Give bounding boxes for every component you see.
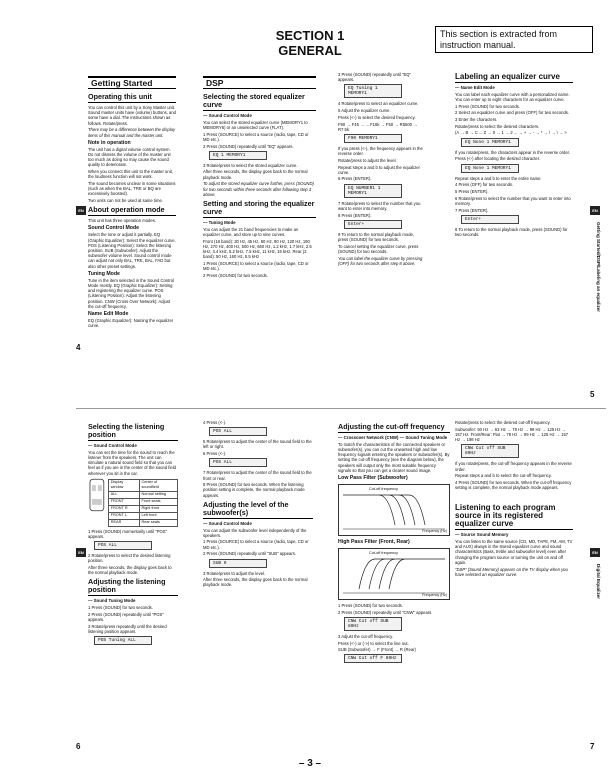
- lang-tab: EN: [76, 206, 86, 215]
- text-sound-control: Select the tone or adjust it partially. EQ (Graphic Equalizer): Select the equalizer curve. POS (Listening Position): Select the listening position. SUB (Subwoofer): Adjust the subwoofer volume level. Sound control mode can adjust not only BAL, TRE, BAL, FAD but also other preset settings.: [88, 232, 176, 269]
- display-window: Enter+: [461, 215, 519, 224]
- text-subwoofer: You can adjust the subwoofer level independently of the speakers.: [203, 527, 307, 538]
- step: 2 Press (SOUND) repeatedly until "CNW" appears.: [338, 609, 433, 615]
- note-operating: There may be a difference between the display items of this manual and the master unit.: [88, 127, 176, 138]
- step: 3 Adjust the cut-off frequency.: [338, 633, 394, 639]
- text-operating: You can control this unit by a Sony Master unit. Sound master units have (volume) buttons, and some have a dial. The instructions shown as follows. Rotate/press.: [88, 105, 176, 126]
- step: 8 Press (ENTER).: [338, 212, 372, 218]
- text-reverse: If you press (<-), the frequency appears in the reverse order.: [338, 145, 423, 157]
- step: 2 Press (SOUND) repeatedly until "POS" appears.: [88, 611, 164, 622]
- lang-tab: EN: [590, 206, 600, 215]
- step: 5 Press (ENTER).: [455, 188, 489, 194]
- char-sequence: (A → B → C ... Z → 0 → 1 → 2 ... → + → - → * → / → \ → >: [455, 130, 567, 136]
- step: 3 Enter the characters.: [455, 117, 498, 123]
- panel-listening-position: [88, 420, 178, 648]
- text-cancel: To cancel setting the equalizer curve, press (SOUND) for two seconds.: [338, 243, 419, 254]
- step: 1 Press (SOUND) for two seconds.: [338, 602, 403, 608]
- page-number-7: 7: [590, 742, 595, 751]
- table-row: FRONT L Left front: [108, 512, 177, 519]
- text-cutoff: To match the characteristics of the connected speakers or subwoofer(s), you can cut the unwanted high and low frequency signals entering the speakers or subwoofer(s). By setting the cut-off frequency (see the diagram below), the speakers will output only the most suitable frequency signals so that you can get a clearer sound image.: [338, 441, 450, 473]
- step: 6 Rotate/press to select the number that you want to enter into memory.: [455, 195, 571, 206]
- text-select-curve: You can select the stored equalizer curve (MEMORY1 to MEMORY6) or an unselected curve (FLAT).: [203, 119, 308, 130]
- display-window: POS ALL: [209, 458, 267, 467]
- section-number: SECTION 1: [275, 28, 345, 43]
- table-row: FRONT Front seats: [108, 498, 177, 505]
- step: 1 Press (SOURCE) to select a source (radio, tape, CD or MD etc.).: [203, 260, 309, 272]
- table-row: FRONT R Right front: [108, 505, 177, 512]
- step: 5 Adjust the equalizer curve.: [338, 108, 391, 114]
- step: 1 Press (SOUND) for two seconds.: [455, 103, 520, 109]
- line-out-sequence: SUB (Subwoofer) → F (Front) → R (Rear): [338, 647, 416, 653]
- heading-cutoff: Adjusting the cut-off frequency: [338, 423, 450, 433]
- step: 3 Rotate/press to adjust the level.: [203, 570, 266, 576]
- step: 2 Press (SOUND) repeatedly until "SUB" appears.: [203, 551, 297, 557]
- panel-source-memory: [455, 420, 573, 578]
- step: 7 Rotate/press to select the number that you want to enter into memory.: [338, 200, 421, 211]
- table-header: Display window: [108, 480, 139, 491]
- table-header: Center of soundfield: [139, 480, 177, 491]
- graph-title-lpf: Low Pass Filter (Subwoofer): [338, 474, 408, 481]
- panel-cutoff: [338, 420, 450, 666]
- extract-note: This section is extracted from instruction manual.: [435, 26, 593, 53]
- lpf-graph: [338, 484, 450, 536]
- panel-dsp: [203, 76, 316, 279]
- text-source-memory: You can listen to the same source (CD, MD, TAPE, FM, AM, TV and AUX) always in the stored equalizer curve and sound characteristics (Bass, treble and subwoofer level) even after changing the program source or turning the unit on and off again.: [455, 539, 573, 565]
- text-about-modes: This unit has three operation modes.: [88, 218, 156, 224]
- step: 1 Press (SOUND) momentarily until "POS" appears.: [88, 528, 168, 539]
- step: 6 Press (<-).: [203, 451, 227, 457]
- step: 7 Press (ENTER).: [455, 207, 489, 213]
- step: 1 Press (SOUND) for two seconds.: [88, 605, 153, 611]
- freq-sequence: F90 → F45 → ... F16k → F50 → R5500 → R7.5k: [338, 121, 418, 132]
- step: 8 Press (SOUND) for two seconds. When the listening position setting is complete, the normal playback mode appears.: [203, 482, 305, 498]
- sub-select-curve: — Sound Control Mode: [203, 113, 252, 118]
- display-window: EQ None 1 MEMORY1: [461, 138, 519, 147]
- step: 3 Press (SOUND) repeatedly until "EQ" appears.: [338, 72, 412, 83]
- step: 4 Press (SOUND) for two seconds. When the cut-off frequency setting is complete, the normal playback mode appears.: [455, 479, 572, 491]
- text-after: After three seconds, the display goes back to the normal playback mode.: [88, 564, 172, 576]
- step: 4 Press (<-).: [203, 420, 227, 425]
- heading-notes: Note in operation: [88, 139, 131, 146]
- sub-source-memory: — Source Sound Memory: [455, 532, 509, 538]
- panel-setting-steps: [338, 72, 423, 267]
- step: 2 Rotate/press to select the desired listening position.: [88, 553, 171, 564]
- lang-tab: EN: [590, 548, 600, 557]
- text-reverse: If you rotate/press, the characters appear in the reverse order.: [455, 149, 570, 155]
- display-window: CNW Cut off F 80Hz: [344, 654, 402, 663]
- heading-select-curve: Selecting the stored equalizer curve: [203, 93, 316, 111]
- side-label: Getting Started/DSP/Labeling an equalizer: [596, 222, 601, 313]
- page-number-4: 4: [76, 343, 81, 352]
- text-name-edit: EQ (Graphic Equalizer): Naming the equalizer curve.: [88, 318, 174, 329]
- sub-setting-curve: — Tuning Mode: [203, 219, 236, 225]
- hpf-graph: [338, 548, 450, 600]
- tip: You can label the equalizer curve by pressing (OFF) for two seconds after step 8 above.: [338, 255, 423, 266]
- note-item: The sound becomes unclear in some situations (such as when the BAL, TRE or BQ are excessively boosted).: [88, 180, 176, 197]
- display-window: CNW Cut off SUB 80Hz: [461, 444, 519, 458]
- side-label: Digital Equalizer: [596, 564, 601, 600]
- table-row: REAR Rear seats: [108, 519, 177, 526]
- freq-list: Subwoofer: 50 Hz → 63 Hz → 78 Hz → 99 Hz → 125 Hz → 157 Hz. Front/Rear: Flat → 78 Hz → 99 Hz → 125 Hz → 157 Hz → 198 Hz: [455, 426, 569, 443]
- heading-operating: Operating this unit: [88, 93, 176, 103]
- substep: Rotate/press to adjust the level.: [338, 157, 397, 163]
- display-window: POS Tuning ALL: [94, 636, 152, 645]
- heading-source-memory: Listening to each program source in its registered equalizer curve: [455, 504, 573, 530]
- display-window: EQ NUMBER1 1 MEMORY1: [344, 184, 402, 198]
- page-number-5: 5: [590, 390, 595, 399]
- substep: Repeat steps a and b to adjust the equalizer curve.: [338, 164, 420, 175]
- note-item: The unit has a digital volume control system. Do not dismiss the volume of the master unit too much as doing so may cause the sound quality to deteriorate.: [88, 146, 171, 168]
- heading-name-edit: Name Edit Mode: [88, 311, 129, 318]
- step: 1 Press (SOURCE) to select a source (radio, tape, CD or MD etc.).: [203, 131, 309, 142]
- step: 6 Press (ENTER).: [338, 176, 372, 182]
- heading-tuning-mode: Tuning Mode: [88, 270, 120, 277]
- lang-tab: EN: [76, 548, 86, 557]
- heading-about-modes: About operation mode: [88, 206, 176, 216]
- position-table: [108, 479, 178, 526]
- panel-labeling: [455, 70, 573, 239]
- step: 4 Rotate/press to select an equalizer curve.: [338, 101, 419, 107]
- heading-subwoofer: Adjusting the level of the subwoofer(s): [203, 501, 313, 519]
- band-dsp: DSP: [203, 76, 316, 89]
- substep: Press (<-) or (->) to select the line out.: [338, 640, 409, 646]
- sub-subwoofer: — Sound Control Mode: [203, 520, 252, 526]
- divider: [76, 408, 606, 409]
- step: 1 Press (SOURCE) to select a source (radio, tape, CD or MD etc.).: [203, 539, 309, 550]
- text-reverse: If you rotate/press, the cut-off frequency appears in the reverse order.: [455, 461, 572, 472]
- text-labeling: You can label each equalizer curve with a personalized name. You can enter up to eight characters for an equalizer curve.: [455, 91, 570, 102]
- step: 2 Press (SOUND) for two seconds.: [203, 272, 268, 278]
- display-window: EQ None 1 MEMORY1: [461, 164, 519, 173]
- text-select-position: You can set the time for the sound to reach the listener from the speakers. The unit can simulate a natural sound field so that you can feel as if you are in the center of the sound field wherever you sit in the car.: [88, 449, 176, 476]
- sub-select-position: — Sound Control Mode: [88, 443, 137, 448]
- heading-adjust-position: Adjusting the listening position: [88, 578, 178, 596]
- display-window: POS ALL: [94, 541, 152, 550]
- graph-inner-label: Cut-off frequency: [369, 550, 399, 555]
- step: 2 Select an equalizer curve and press (OFF) for two seconds.: [455, 110, 570, 116]
- heading-sound-control: Sound Control Mode: [88, 225, 140, 232]
- graph-axis-label: Frequency (Hz): [422, 592, 447, 597]
- panel-position-steps: [203, 420, 313, 589]
- step: 4 Press (OFF) for two seconds.: [455, 182, 514, 188]
- step: 5 Rotate/press to adjust the center of the sound field to the left or right.: [203, 439, 312, 450]
- sub-adjust-position: — Sound Tuning Mode: [88, 598, 136, 604]
- tip: To adjust the stored equalizer curve further, press (SOUND) for two seconds within three seconds after following step 3 above.: [203, 181, 314, 197]
- note-item: Two units can not be used at same time.: [88, 198, 163, 204]
- display-window: SUB 0: [209, 559, 267, 568]
- display-window: CNW Cut off SUB 80Hz: [344, 617, 402, 631]
- footer-page-number: – 3 –: [298, 758, 322, 769]
- substep: Repeat steps a and b to select the cut-off frequency.: [455, 473, 552, 479]
- graph-title-hpf: High Pass Filter (Front, Rear): [338, 538, 410, 545]
- page-number-6: 6: [76, 742, 81, 751]
- sub-labeling: — Name Edit Mode: [455, 85, 495, 90]
- substep: Press (<-) after locating the desired character.: [455, 156, 541, 162]
- substep: Rotate/press to select the desired cut-off frequency.: [455, 420, 551, 425]
- step: 7 Rotate/press to adjust the center of the sound field to the front or rear.: [203, 470, 312, 481]
- note: "DSP" (Sound Memory) appears on the TV display when you have selected an equalizer curve.: [455, 566, 568, 577]
- note-item: When you connect this unit to the master unit, the loudness function will not work.: [88, 169, 173, 180]
- sub-cutoff: — Crossover Network (CNW) — Sound Tuning Mode: [338, 435, 448, 440]
- section-title: GENERAL: [278, 43, 342, 58]
- substep: Press (<-) to select the desired frequency.: [338, 114, 416, 120]
- step: 8 To return to the normal playback mode, press (SOUND) for two seconds.: [455, 226, 568, 237]
- band-getting-started: Getting Started: [88, 76, 176, 89]
- car-seat-diagram: [88, 477, 106, 513]
- panel-getting-started: [88, 76, 176, 330]
- heading-select-position: Selecting the listening position: [88, 423, 178, 441]
- display-window: F90 MEMORY1: [344, 134, 402, 143]
- step: 3 Rotate/press repeatedly until the desired listening position appears.: [88, 623, 167, 634]
- section-heading: [250, 28, 370, 58]
- text-setting-curve: You can adjust the 21 band frequencies to make an equalizer curve, and store up to nine curves.: [203, 226, 299, 237]
- freq-list: Front (18 band): 30 Hz, 45 Hz, 60 Hz, 90 Hz, 120 Hz, 190 Hz, 270 Hz, 400 Hz, 500 Hz, 660 Hz, 1.2 kHz, 1.7 kHz, 2.5 kHz, 3.4 kHz, 5.2 kHz, 7.5 kHz, 11 kHz, 16 kHz. Rear (3 band): 50 Hz, 160 Hz, 5.5 kHz: [203, 238, 312, 260]
- step: 9 To return to the normal playback mode, press (SOUND) for two seconds.: [338, 231, 415, 242]
- substep: Repeat steps a and b to enter the entire name.: [455, 175, 542, 181]
- text-after: After three seconds, the display goes back to the normal playback mode.: [203, 577, 308, 588]
- display-window: EQ 1 MEMORY1: [209, 151, 267, 160]
- step: 2 Press (SOUND) repeatedly until "EQ" appears.: [203, 143, 294, 149]
- text-tuning-mode: Tune in the item selected in the Sound Control Mode mostly. EQ (Graphic Equalizer): Setting and registering the equalizer curve. POS (Listening Position): Adjust the listening position. CNW (Cross Over Network): Adjust the cut-off frequency.: [88, 277, 174, 309]
- graph-axis-label: Frequency (Hz): [422, 528, 447, 533]
- heading-labeling: Labeling an equalizer curve: [455, 73, 573, 83]
- text-after: After three seconds, the display goes back to the normal playback mode.: [203, 169, 308, 180]
- step: 3 Rotate/press to select the stored equalizer curve.: [203, 162, 298, 168]
- display-window: POS ALL: [209, 427, 267, 436]
- heading-setting-curve: Setting and storing the equalizer curve: [203, 198, 315, 216]
- display-window: EQ Tuning 1 MEMORY1: [344, 84, 402, 98]
- display-window: Enter+: [344, 220, 402, 229]
- table-row: ALL Normal setting: [108, 491, 177, 498]
- graph-inner-label: Cut-off frequency: [369, 486, 399, 491]
- substep: Rotate/press to select the desired characters.: [455, 123, 540, 129]
